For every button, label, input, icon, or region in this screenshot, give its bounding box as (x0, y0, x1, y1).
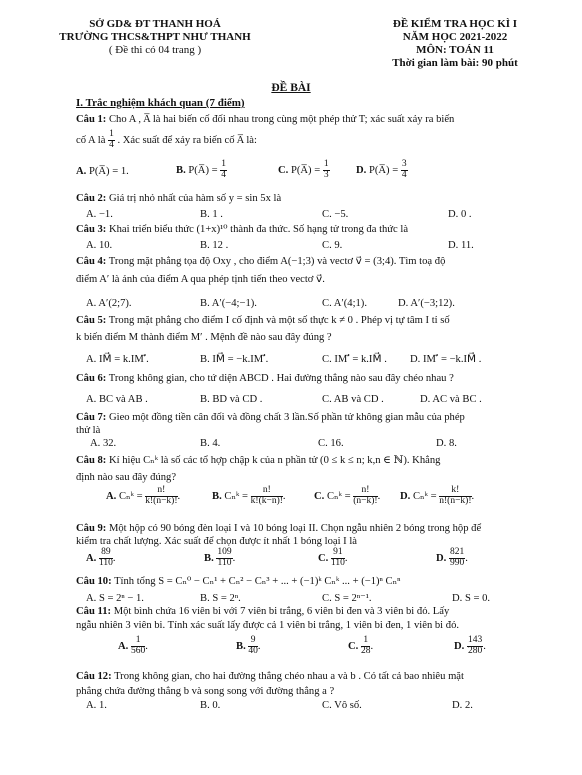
question-text: Gieo một đồng tiền cân đối và đồng chất 3 lần.Số phần tử không gian mẫu của phép (108, 412, 465, 423)
option-b[interactable]: B. 0. (200, 700, 221, 711)
option-b[interactable]: B. IM⃗ = −k.IM′⃗. (200, 354, 269, 365)
option-b[interactable]: B. 1 . (200, 209, 223, 220)
denominator: 990 (449, 557, 465, 568)
option-text: . (257, 640, 261, 652)
option-c[interactable]: C. 9. (322, 240, 343, 251)
school-year: NĂM HỌC 2021-2022 (402, 31, 508, 43)
question-4 (76, 255, 514, 268)
option-a[interactable]: A. IM⃗ = k.IM′⃗. (86, 354, 149, 365)
option-key: C. (318, 552, 329, 564)
option-d[interactable] (400, 486, 474, 507)
option-b[interactable] (176, 160, 227, 181)
option-d[interactable] (454, 636, 486, 657)
numerator: n! (251, 486, 283, 497)
numerator: 1 (361, 636, 371, 647)
option-key: D. (436, 552, 447, 564)
option-key: A. (106, 490, 117, 502)
fraction (251, 486, 283, 507)
fraction (353, 486, 377, 507)
option-key: D. (454, 640, 465, 652)
option-d[interactable]: D. AC và BC . (420, 394, 482, 405)
option-a[interactable] (86, 548, 116, 569)
fraction (401, 160, 408, 181)
denominator: 280 (467, 645, 483, 656)
fraction (131, 636, 145, 657)
option-text: . (282, 490, 286, 502)
numerator: 89 (99, 548, 113, 559)
numerator: 1 (131, 636, 145, 647)
option-c[interactable]: C. S = 2ⁿ⁻¹. (322, 593, 372, 604)
question-label: Câu 9: (76, 523, 107, 534)
question-label: Câu 11: (76, 606, 112, 617)
option-text: Cₙᵏ = (326, 490, 351, 502)
fraction (439, 486, 471, 507)
fraction (467, 636, 483, 657)
option-text: P(A̅) = (188, 164, 218, 176)
option-key: B. (176, 164, 186, 176)
option-d[interactable]: D. 8. (436, 438, 457, 449)
option-text: P(A̅) = 1. (88, 166, 129, 177)
denominator: 3 (323, 169, 329, 180)
question-text: Một bình chứa 16 viên bi với 7 viên bi trắng, 6 viên bi đen và 3 viên bi đỏ. Lấy (113, 606, 450, 617)
option-c[interactable]: C. Vô số. (322, 700, 362, 711)
option-key: B. (212, 490, 222, 502)
question-8 (76, 454, 514, 467)
question-text: . Xác suất để xảy ra biến cố A̅ là: (117, 134, 257, 146)
question-text: Một hộp có 90 bóng đèn loại I và 10 bóng loại II. Chọn ngẫu nhiên 2 bóng trong hộp để (108, 523, 482, 534)
numerator: 1 (221, 159, 227, 169)
numerator: 1 (323, 159, 329, 169)
question-4-line2: điểm A′ là ảnh của điểm A qua phép tịnh tiến theo vectơ v⃗. (76, 274, 325, 285)
question-label: Câu 1: (76, 114, 107, 125)
question-label: Câu 3: (76, 224, 107, 235)
fraction (220, 160, 227, 181)
fraction (323, 160, 330, 181)
option-text: . (377, 490, 381, 502)
part-heading-text: I. Trắc nghiệm khách quan (7 điểm) (76, 97, 245, 109)
question-label: Câu 5: (76, 315, 107, 326)
option-d[interactable]: D. 11. (448, 240, 474, 251)
option-b[interactable]: B. 12 . (200, 240, 229, 251)
fraction (145, 486, 177, 507)
section-title: ĐỀ BÀI (271, 82, 311, 94)
option-text: Cₙᵏ = (224, 490, 248, 502)
option-c[interactable]: C. 16. (318, 438, 344, 449)
exam-title: ĐỀ KIỂM TRA HỌC KÌ I (392, 18, 518, 30)
option-c[interactable]: C. IM′⃗ = k.IM⃗ . (322, 354, 387, 365)
option-text: . (370, 640, 374, 652)
subject: MÔN: TOÁN 11 (416, 44, 494, 56)
option-key: B. (204, 552, 214, 564)
numerator: k! (439, 486, 471, 497)
option-d[interactable] (356, 160, 408, 181)
question-1 (76, 113, 514, 126)
question-12 (76, 670, 514, 683)
question-text: cố A là (76, 134, 106, 146)
denominator: n!(n−k)! (439, 495, 472, 506)
denominator: 110 (330, 557, 345, 568)
question-label: Câu 8: (76, 455, 107, 466)
option-a[interactable]: A. 1. (86, 700, 107, 711)
question-10 (76, 575, 514, 588)
option-d[interactable]: D. S = 0. (452, 593, 491, 604)
numerator: n! (145, 486, 177, 497)
question-9 (76, 522, 514, 535)
option-text: . (344, 552, 348, 564)
option-a[interactable]: A. 10. (86, 240, 113, 251)
option-key: C. (278, 164, 289, 176)
option-key: D. (400, 490, 411, 502)
option-text: . (483, 640, 486, 652)
option-c[interactable]: C. −5. (322, 209, 349, 220)
option-text: Cₙᵏ = (412, 490, 437, 502)
option-b[interactable] (212, 486, 286, 507)
denominator: 4 (401, 169, 407, 180)
denominator: (n−k)! (353, 495, 378, 506)
option-text: . (465, 552, 468, 564)
question-11-line2: ngẫu nhiên 3 viên bi. Tính xác suất lấy được cả 1 viên bi trắng, 1 viên bi đen, 1 viên bi đỏ. (76, 620, 460, 631)
option-key: D. (356, 164, 367, 176)
question-label: Câu 10: (76, 576, 112, 587)
time-limit: Thời gian làm bài: 90 phút (392, 57, 518, 69)
option-text: Cₙᵏ = (118, 490, 143, 502)
question-label: Câu 12: (76, 671, 112, 682)
question-text: Tính tổng S = Cₙ⁰ − Cₙ¹ + Cₙ² − Cₙ³ + ... + (−1)ᵏ Cₙᵏ ... + (−1)ⁿ Cₙⁿ (114, 576, 401, 587)
fraction (331, 548, 345, 569)
question-5 (76, 314, 514, 327)
option-text: . (145, 640, 148, 652)
option-c[interactable] (318, 548, 348, 569)
option-a[interactable] (118, 636, 148, 657)
question-12-line2: phẳng chứa đường thẳng b và song song với đường thẳng a ? (76, 686, 335, 697)
option-d[interactable]: D. 2. (452, 700, 473, 711)
option-a[interactable]: A. −1. (86, 209, 113, 220)
fraction (449, 548, 465, 569)
part-heading (76, 97, 245, 111)
numerator: 1 (109, 129, 114, 139)
option-key: C. (314, 490, 325, 502)
numerator: 3 (401, 159, 407, 169)
option-key: B. (236, 640, 246, 652)
option-d[interactable]: D. IM′⃗ = −k.IM⃗ . (410, 354, 482, 365)
option-b[interactable]: B. 4. (200, 438, 221, 449)
option-a[interactable] (106, 486, 180, 507)
denominator: k!(k−n)! (250, 495, 283, 506)
option-key: C. (348, 640, 359, 652)
question-text: Trong mặt phẳng tọa độ Oxy , cho điểm A(−1;3) và vectơ v⃗ = (3;4). Tìm toạ độ (108, 256, 446, 267)
page-count-note: ( Đề thi có 04 trang ) (108, 44, 202, 56)
option-b[interactable] (236, 636, 261, 657)
option-d[interactable]: D. A′(−3;12). (398, 298, 455, 309)
option-a[interactable]: A. S = 2ⁿ − 1. (86, 593, 144, 604)
option-text: . (112, 552, 116, 564)
question-7 (76, 411, 514, 424)
option-text: P(A̅) = (290, 164, 321, 176)
denominator: 4 (221, 169, 227, 180)
numerator: 9 (248, 636, 258, 647)
option-c[interactable]: C. AB và CD . (322, 394, 384, 405)
denominator: 40 (248, 645, 258, 656)
question-label: Câu 4: (76, 256, 107, 267)
school-name: TRƯỜNG THCS&THPT NHƯ THANH (59, 31, 251, 43)
department-name: SỞ GD& ĐT THANH HOÁ (89, 18, 221, 30)
option-text: . (177, 490, 181, 502)
option-key: A. (86, 552, 97, 564)
question-1-line2 (76, 130, 514, 151)
denominator: 110 (217, 557, 232, 568)
question-text: Cho A , A̅ là hai biến cố đối nhau trong cùng một phép thử T; xác suất xảy ra biến (108, 114, 455, 125)
question-2 (76, 192, 514, 205)
question-text: Trong không gian, cho tứ diện ABCD . Hai đường thẳng nào sau đây chéo nhau ? (108, 373, 454, 384)
question-label: Câu 7: (76, 412, 107, 423)
numerator: 143 (467, 635, 483, 645)
option-c[interactable] (348, 636, 373, 657)
question-text: Trong không gian, cho hai đường thẳng chéo nhau a và b . Có tất cả bao nhiêu mặt (114, 671, 464, 682)
numerator: 109 (217, 547, 232, 557)
option-text: P(A̅) = (368, 164, 399, 176)
option-a[interactable]: A. BC và AB . (86, 394, 148, 405)
denominator: 110 (98, 557, 113, 568)
numerator: n! (353, 486, 377, 497)
option-b[interactable]: B. A′(−4;−1). (200, 298, 257, 309)
question-label: Câu 6: (76, 373, 107, 384)
numerator: 821 (449, 547, 465, 557)
option-text: . (232, 552, 236, 564)
option-key: A. (76, 166, 87, 177)
option-a[interactable]: A. A′(2;7). (86, 298, 132, 309)
option-c[interactable]: C. A′(4;1). (322, 298, 367, 309)
option-a[interactable]: A. 32. (90, 438, 117, 449)
question-11 (76, 605, 514, 618)
fraction (216, 548, 232, 569)
option-c[interactable] (314, 486, 380, 507)
question-text: Khai triển biểu thức (1+x)¹⁰ thành đa thức. Số hạng tử trong đa thức là (108, 224, 409, 235)
option-a[interactable] (76, 165, 129, 178)
question-8-line2: định nào sau đây đúng? (76, 472, 177, 483)
denominator: k!(n−k)! (145, 495, 178, 506)
numerator: 91 (331, 548, 345, 559)
denominator: 28 (360, 645, 371, 656)
question-6 (76, 372, 514, 385)
option-b[interactable]: B. BD và CD . (200, 394, 263, 405)
question-7-line2: thử là (76, 425, 101, 436)
option-b[interactable]: B. S = 2ⁿ. (200, 593, 241, 604)
fraction (108, 130, 115, 151)
question-5-line2: k biến điểm M thành điểm M′ . Mệnh đề nào sau đây đúng ? (76, 332, 332, 343)
question-text: Trong mặt phẳng cho điểm I cố định và một số thực k ≠ 0 . Phép vị tự tâm I tỉ số (108, 315, 450, 326)
denominator: 560 (130, 645, 146, 656)
fraction (248, 636, 258, 657)
denominator: 4 (109, 139, 114, 150)
question-label: Câu 2: (76, 193, 107, 204)
question-text: Kí hiệu Cₙᵏ là số các tổ hợp chập k của n phần tử (0 ≤ k ≤ n; k,n ∈ ℕ). Khẳng (108, 455, 441, 466)
question-3 (76, 223, 514, 236)
option-d[interactable] (436, 548, 468, 569)
option-key: A. (118, 640, 129, 652)
option-c[interactable] (278, 160, 330, 181)
fraction (99, 548, 113, 569)
question-9-line2: kiểm tra chất lượng. Xác suất để chọn được ít nhất 1 bóng loại I là (76, 536, 357, 547)
option-d[interactable]: D. 0 . (448, 209, 472, 220)
question-text: Giá trị nhỏ nhất của hàm số y = sin 5x là (108, 193, 282, 204)
option-b[interactable] (204, 548, 235, 569)
option-text: . (471, 490, 475, 502)
